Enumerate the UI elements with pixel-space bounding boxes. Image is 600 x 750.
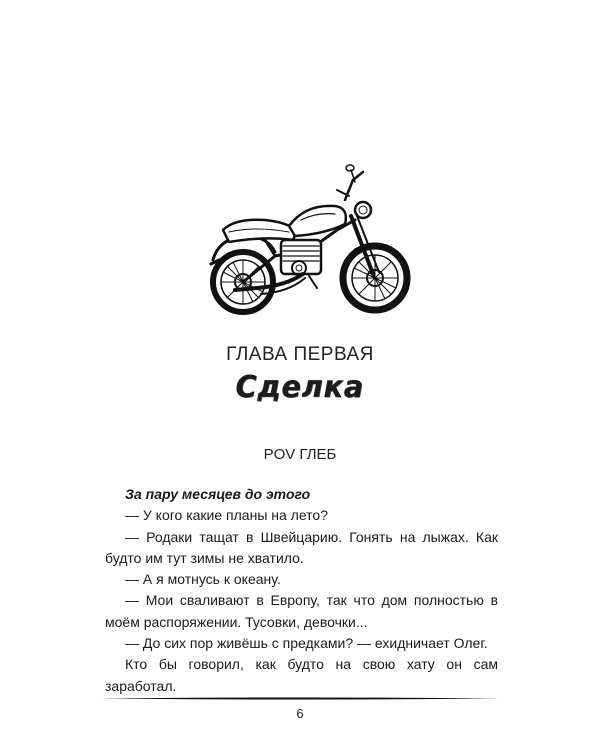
paragraph: Кто бы говорил, как будто на свою хату он сам заработал. xyxy=(105,656,498,694)
time-marker: За пару месяцев до этого xyxy=(125,486,311,502)
chapter-title: Сделка xyxy=(235,370,365,405)
paragraph: — Родаки тащат в Швейцарию. Гонять на лыжах. Как будто им тут зимы не хватило. xyxy=(105,528,498,566)
paragraph: — До сих пор живёшь с предками? — ехидничает Олег. xyxy=(125,635,488,652)
footer-divider xyxy=(100,697,500,700)
page-number: 6 xyxy=(296,706,304,721)
motorcycle-icon xyxy=(205,160,415,330)
paragraph: — А я мотнусь к океану. xyxy=(125,571,281,588)
chapter-label: ГЛАВА ПЕРВАЯ xyxy=(226,344,374,365)
chapter-text xyxy=(105,484,498,697)
paragraph: — У кого какие планы на лето? xyxy=(125,507,328,524)
paragraph: — Мои сваливают в Европу, так что дом полностью в моём распоряжении. Тусовки, девочки... xyxy=(105,592,498,630)
pov-heading: POV ГЛЕБ xyxy=(263,446,337,463)
